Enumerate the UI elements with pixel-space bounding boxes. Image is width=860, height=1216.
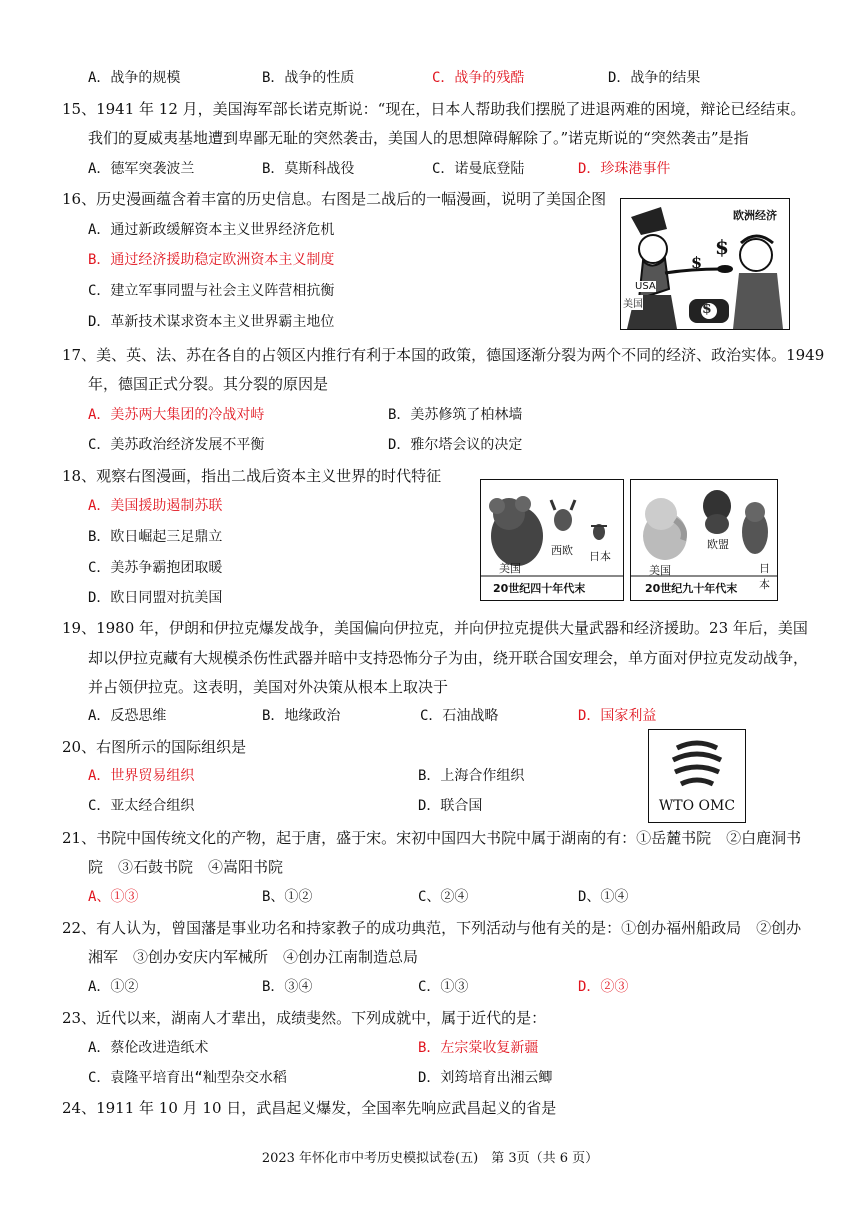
left-panel-label-west-europe: 西欧: [551, 544, 573, 557]
q20-option-d: D．联合国: [418, 798, 483, 814]
q21-option-a: A、①③: [88, 889, 139, 905]
q21-option-d: D、①④: [578, 889, 629, 905]
q22-stem-line-1: 22、有人认为，曾国藩是事业功名和持家教子的成功典范，下列活动与他有关的是：①创办福州船政局 ②创办: [62, 919, 802, 937]
q23-option-d: D．刘筠培育出湘云鲫: [418, 1070, 553, 1086]
page-footer: 2023 年怀化市中考历史模拟试卷(五) 第 3页（共 6 页）: [261, 1151, 599, 1166]
cartoon-1940s-panel: [480, 479, 624, 601]
right-panel-label-us: 美国: [649, 564, 671, 577]
q17-option-d: D．雅尔塔会议的决定: [388, 437, 523, 453]
q15-option-a: A．德军突袭波兰: [88, 161, 195, 177]
q21-stem-line-1: 21、书院中国传统文化的产物，起于唐，盛于宋。宋初中国四大书院中属于湖南的有：①岳麓书院 ②白鹿洞书: [62, 829, 802, 847]
q16-option-a: A．通过新政缓解资本主义世界经济危机: [88, 222, 335, 238]
q18-option-b: B．欧日崛起三足鼎立: [88, 529, 223, 545]
q16-stem: 16、历史漫画蕴含着丰富的历史信息。右图是二战后的一幅漫画，说明了美国企图: [62, 190, 607, 208]
q20-option-a: A．世界贸易组织: [88, 768, 195, 784]
q17-stem-line-1: 17、美、英、法、苏在各自的占领区内推行有利于本国的政策，德国逐渐分裂为两个不同的经济、政治实体。1949: [62, 346, 825, 364]
uncle-sam-hat: [631, 207, 667, 235]
left-panel-caption: 20世纪四十年代末: [493, 582, 586, 595]
left-panel-label-japan: 日本: [589, 550, 611, 563]
q18-option-d: D．欧日同盟对抗美国: [88, 590, 223, 606]
q23-option-a: A．蔡伦改进造纸术: [88, 1040, 209, 1056]
q23-stem: 23、近代以来，湖南人才辈出，成绩斐然。下列成就中，属于近代的是：: [62, 1009, 547, 1027]
q16-option-b: B．通过经济援助稳定欧洲资本主义制度: [88, 252, 335, 268]
cartoon-1990s-panel: [630, 479, 778, 601]
q16-option-d: D．革新技术谋求资本主义世界霸主地位: [88, 314, 335, 330]
q19-stem-line-2: 却以伊拉克藏有大规模杀伤性武器并暗中支持恐怖分子为由，绕开联合国安理会，单方面对伊拉克发动战争，: [88, 649, 809, 667]
q22-option-b: B．③④: [262, 979, 313, 995]
q21-option-b: B、①②: [262, 889, 313, 905]
q23-option-c: C．袁隆平培育出“籼型杂交水稻: [88, 1070, 287, 1086]
q24-stem: 24、1911 年 10 月 10 日，武昌起义爆发，全国率先响应武昌起义的省是: [62, 1099, 557, 1117]
q15-option-d: D．珍珠港事件: [578, 161, 671, 177]
q21-stem-line-2: 院 ③石鼓书院 ④嵩阳书院: [88, 858, 284, 876]
cartoon-dollar-1: $: [715, 235, 729, 259]
right-panel-label-eu: 欧盟: [707, 538, 729, 551]
wto-logo-text: WTO OMC: [658, 798, 736, 814]
q15-option-c: C．诺曼底登陆: [432, 161, 525, 177]
q17-option-b: B．美苏修筑了柏林墙: [388, 407, 523, 423]
q14-option-c: C．战争的残酷: [432, 70, 525, 86]
q19-option-d: D．国家利益: [578, 708, 657, 724]
q20-option-b: B．上海合作组织: [418, 768, 525, 784]
q19-option-b: B．地缘政治: [262, 708, 341, 724]
q22-option-a: A．①②: [88, 979, 139, 995]
q19-option-a: A．反恐思维: [88, 708, 167, 724]
q16-option-c: C．建立军事同盟与社会主义阵营相抗衡: [88, 283, 335, 299]
q14-option-b: B．战争的性质: [262, 70, 355, 86]
q17-option-c: C．美苏政治经济发展不平衡: [88, 437, 265, 453]
q22-option-c: C．①③: [418, 979, 469, 995]
q15-option-b: B．莫斯科战役: [262, 161, 355, 177]
q18-option-a: A．美国援助遏制苏联: [88, 498, 223, 514]
q18-stem: 18、观察右图漫画，指出二战后资本主义世界的时代特征: [62, 467, 442, 485]
wto-logo-mark: [649, 730, 745, 800]
q19-stem-line-3: 并占领伊拉克。这表明，美国对外决策从根本上取决于: [88, 678, 449, 696]
q17-option-a: A．美苏两大集团的冷战对峙: [88, 407, 265, 423]
right-panel-label-japan: 日本: [759, 562, 770, 591]
marshall-plan-cartoon: [620, 198, 790, 330]
q19-option-c: C．石油战略: [420, 708, 499, 724]
cartoon-label-usa: USA: [635, 281, 656, 292]
q20-option-c: C．亚太经合组织: [88, 798, 195, 814]
wto-logo: [648, 729, 746, 823]
q22-option-d: D．②③: [578, 979, 629, 995]
q15-stem-line-1: 15、1941 年 12 月，美国海军部长诺克斯说：“现在，日本人帮助我们摆脱了进退两难的困境，辩论已经结束。: [62, 100, 806, 118]
cartoon-label-us: 美国: [623, 295, 643, 310]
q20-stem: 20、右图所示的国际组织是: [62, 738, 247, 756]
q14-option-a: A．战争的规模: [88, 70, 181, 86]
cartoon-dollar-3: $: [702, 301, 712, 317]
q18-option-c: C．美苏争霸抱团取暖: [88, 560, 223, 576]
q17-stem-line-2: 年，德国正式分裂。其分裂的原因是: [88, 375, 329, 393]
right-panel-caption: 20世纪九十年代末: [645, 582, 738, 595]
q22-stem-line-2: 湘军 ③创办安庆内军械所 ④创办江南制造总局: [88, 948, 419, 966]
q23-option-b: B．左宗棠收复新疆: [418, 1040, 539, 1056]
q21-option-c: C、②④: [418, 889, 469, 905]
cartoon-label-europe: 欧洲经济: [733, 209, 777, 222]
q19-stem-line-1: 19、1980 年，伊朗和伊拉克爆发战争，美国偏向伊拉克，并向伊拉克提供大量武器和经济援助。23 年后，美国: [62, 619, 808, 637]
q14-option-d: D．战争的结果: [608, 70, 701, 86]
left-panel-label-us: 美国: [499, 562, 521, 575]
q15-stem-line-2: 我们的夏威夷基地遭到卑鄙无耻的突然袭击，美国人的思想障碍解除了。”诺克斯说的“突然袭击”是指: [88, 129, 749, 147]
cartoon-dollar-2: $: [691, 253, 703, 272]
